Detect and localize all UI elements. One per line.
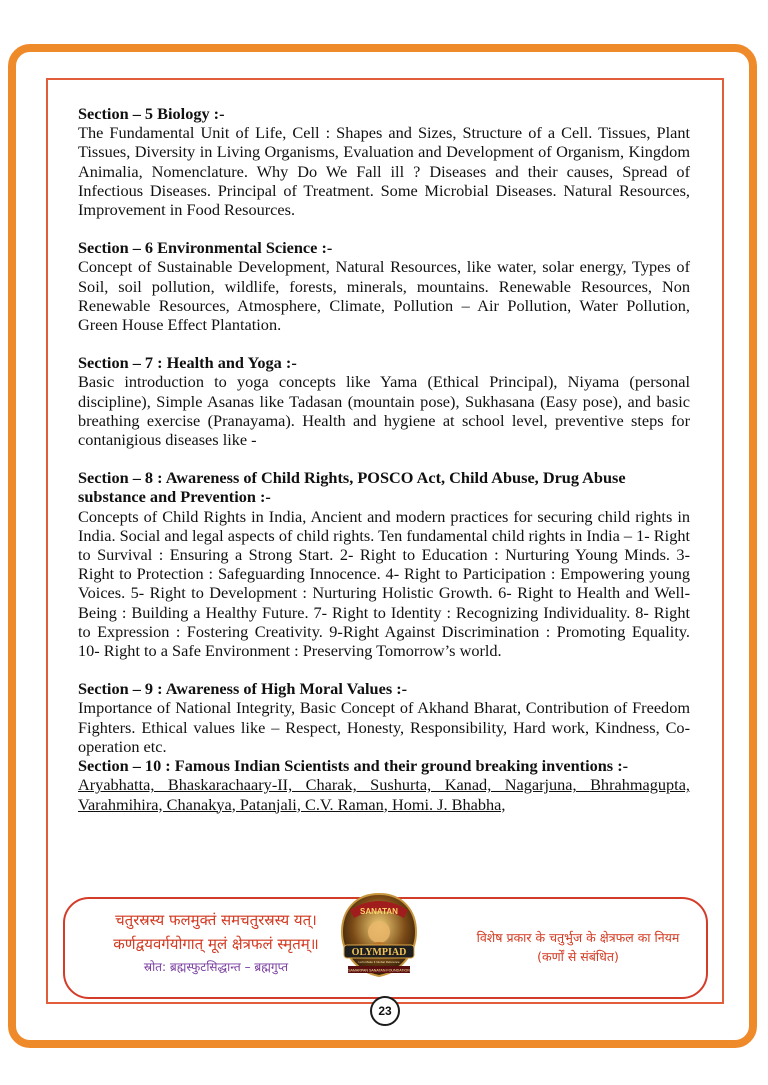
verse-source: स्रोत: ब्रह्मस्फुटसिद्धान्त – ब्रह्मगुप्त (143, 960, 289, 974)
logo-top-text: SANATAN (360, 907, 398, 916)
sanskrit-line-1: चतुरस्रस्य फलमुक्तं समचतुरस्रस्य यत्। (115, 911, 317, 929)
section-heading: Section – 7 : Health and Yoga :- (78, 353, 297, 373)
section-8 (78, 468, 690, 660)
logo-tagline: Let's Make It Global Reference (358, 960, 400, 964)
logo-bottom-text: SAMARPAN SANATAN FOUNDATION (348, 968, 410, 973)
page-content (78, 104, 690, 814)
sanskrit-verse (86, 908, 346, 978)
section-heading: Section – 5 Biology :- (78, 104, 225, 123)
section-9 (78, 679, 690, 756)
section-body: Concept of Sustainable Development, Natural Resources, like water, solar energy, Types of Soil, soil pollution, wildlife, forests, minerals, mountains. Renewable Resources, Non Renewable Resources, Atmosphere, Climate, Pollution – Air Pollution, Water Pollution, Green House Effect Plantation. (78, 257, 690, 335)
page-number: 23 (370, 996, 400, 1026)
sanskrit-line-2: कर्णद्वयवर्गयोगात् मूलं क्षेत्रफलं स्मृतम्॥ (113, 935, 319, 953)
section-heading: Section – 8 : Awareness of Child Rights, POSCO Act, Child Abuse, Drug Abuse substance and Prevention :- (78, 468, 626, 507)
section-body: Basic introduction to yoga concepts like Yama (Ethical Principal), Niyama (personal discipline), Simple Asanas like Tadasan (mountain pose), Sukhasana (Easy pose), and basic breathing exercise (Pranayama). Health and hygiene at school level, preventive steps for contanigious diseases like - (78, 372, 690, 450)
hindi-line-1: विशेष प्रकार के चतुर्भुज के क्षेत्रफल का नियम (476, 930, 680, 945)
section-heading: Section – 10 : Famous Indian Scientists and their ground breaking inventions :- (78, 756, 629, 776)
section-body: The Fundamental Unit of Life, Cell : Shapes and Sizes, Structure of a Cell. Tissues, Plant Tissues, Diversity in Living Organisms, Evaluation and Development of Organism, Kingdom Animalia, Nomenclature. Why Do We Fall ill ? Diseases and their causes, Spread of Infectious Diseases. Principal of Treatment. Some Microbial Diseases. Natural Resources, Improvement in Food Resources. (78, 123, 690, 220)
sanatan-olympiad-logo (336, 890, 422, 982)
section-10 (78, 756, 690, 814)
hindi-line-2: (कर्णों से संबंधित) (537, 949, 619, 964)
section-6 (78, 238, 690, 334)
section-body: Importance of National Integrity, Basic Concept of Akhand Bharat, Contribution of Freedom Fighters. Ethical values like – Respect, Honesty, Responsibility, Hard work, Kindness, Co-operation etc. (78, 698, 690, 756)
logo-main-text: OLYMPIAD (351, 947, 407, 958)
section-heading: Section – 9 : Awareness of High Moral Values :- (78, 679, 408, 699)
section-heading: Section – 6 Environmental Science :- (78, 238, 333, 258)
section-7 (78, 353, 690, 449)
section-body: Aryabhatta, Bhaskarachaary-II, Charak, Sushurta, Kanad, Nagarjuna, Bhrahmagupta, Varahmihira, Chanakya, Patanjali, C.V. Raman, Homi. J. Bhabha, (78, 775, 690, 814)
section-5 (78, 104, 690, 219)
hindi-caption (468, 928, 688, 966)
section-body: Concepts of Child Rights in India, Ancient and modern practices for securing child rights in India. Social and legal aspects of child rights. Ten fundamental child rights in India – 1- Right to Survival : Ensuring a Strong Start. 2- Right to Education : Nurturing Young Minds. 3- Right to Protection : Safeguarding Innocence. 4- Right to Participation : Empowering young Voices. 5- Right to Development : Nurturing Holistic Growth. 6- Right to Health and Well-Being : Building a Healthy Future. 7- Right to Identity : Recognizing Individuality. 8- Right to Expression : Fostering Creativity. 9-Right Against Discrimination : Promoting Equality. 10- Right to a Safe Environment : Preserving Tomorrow’s world. (78, 506, 690, 661)
